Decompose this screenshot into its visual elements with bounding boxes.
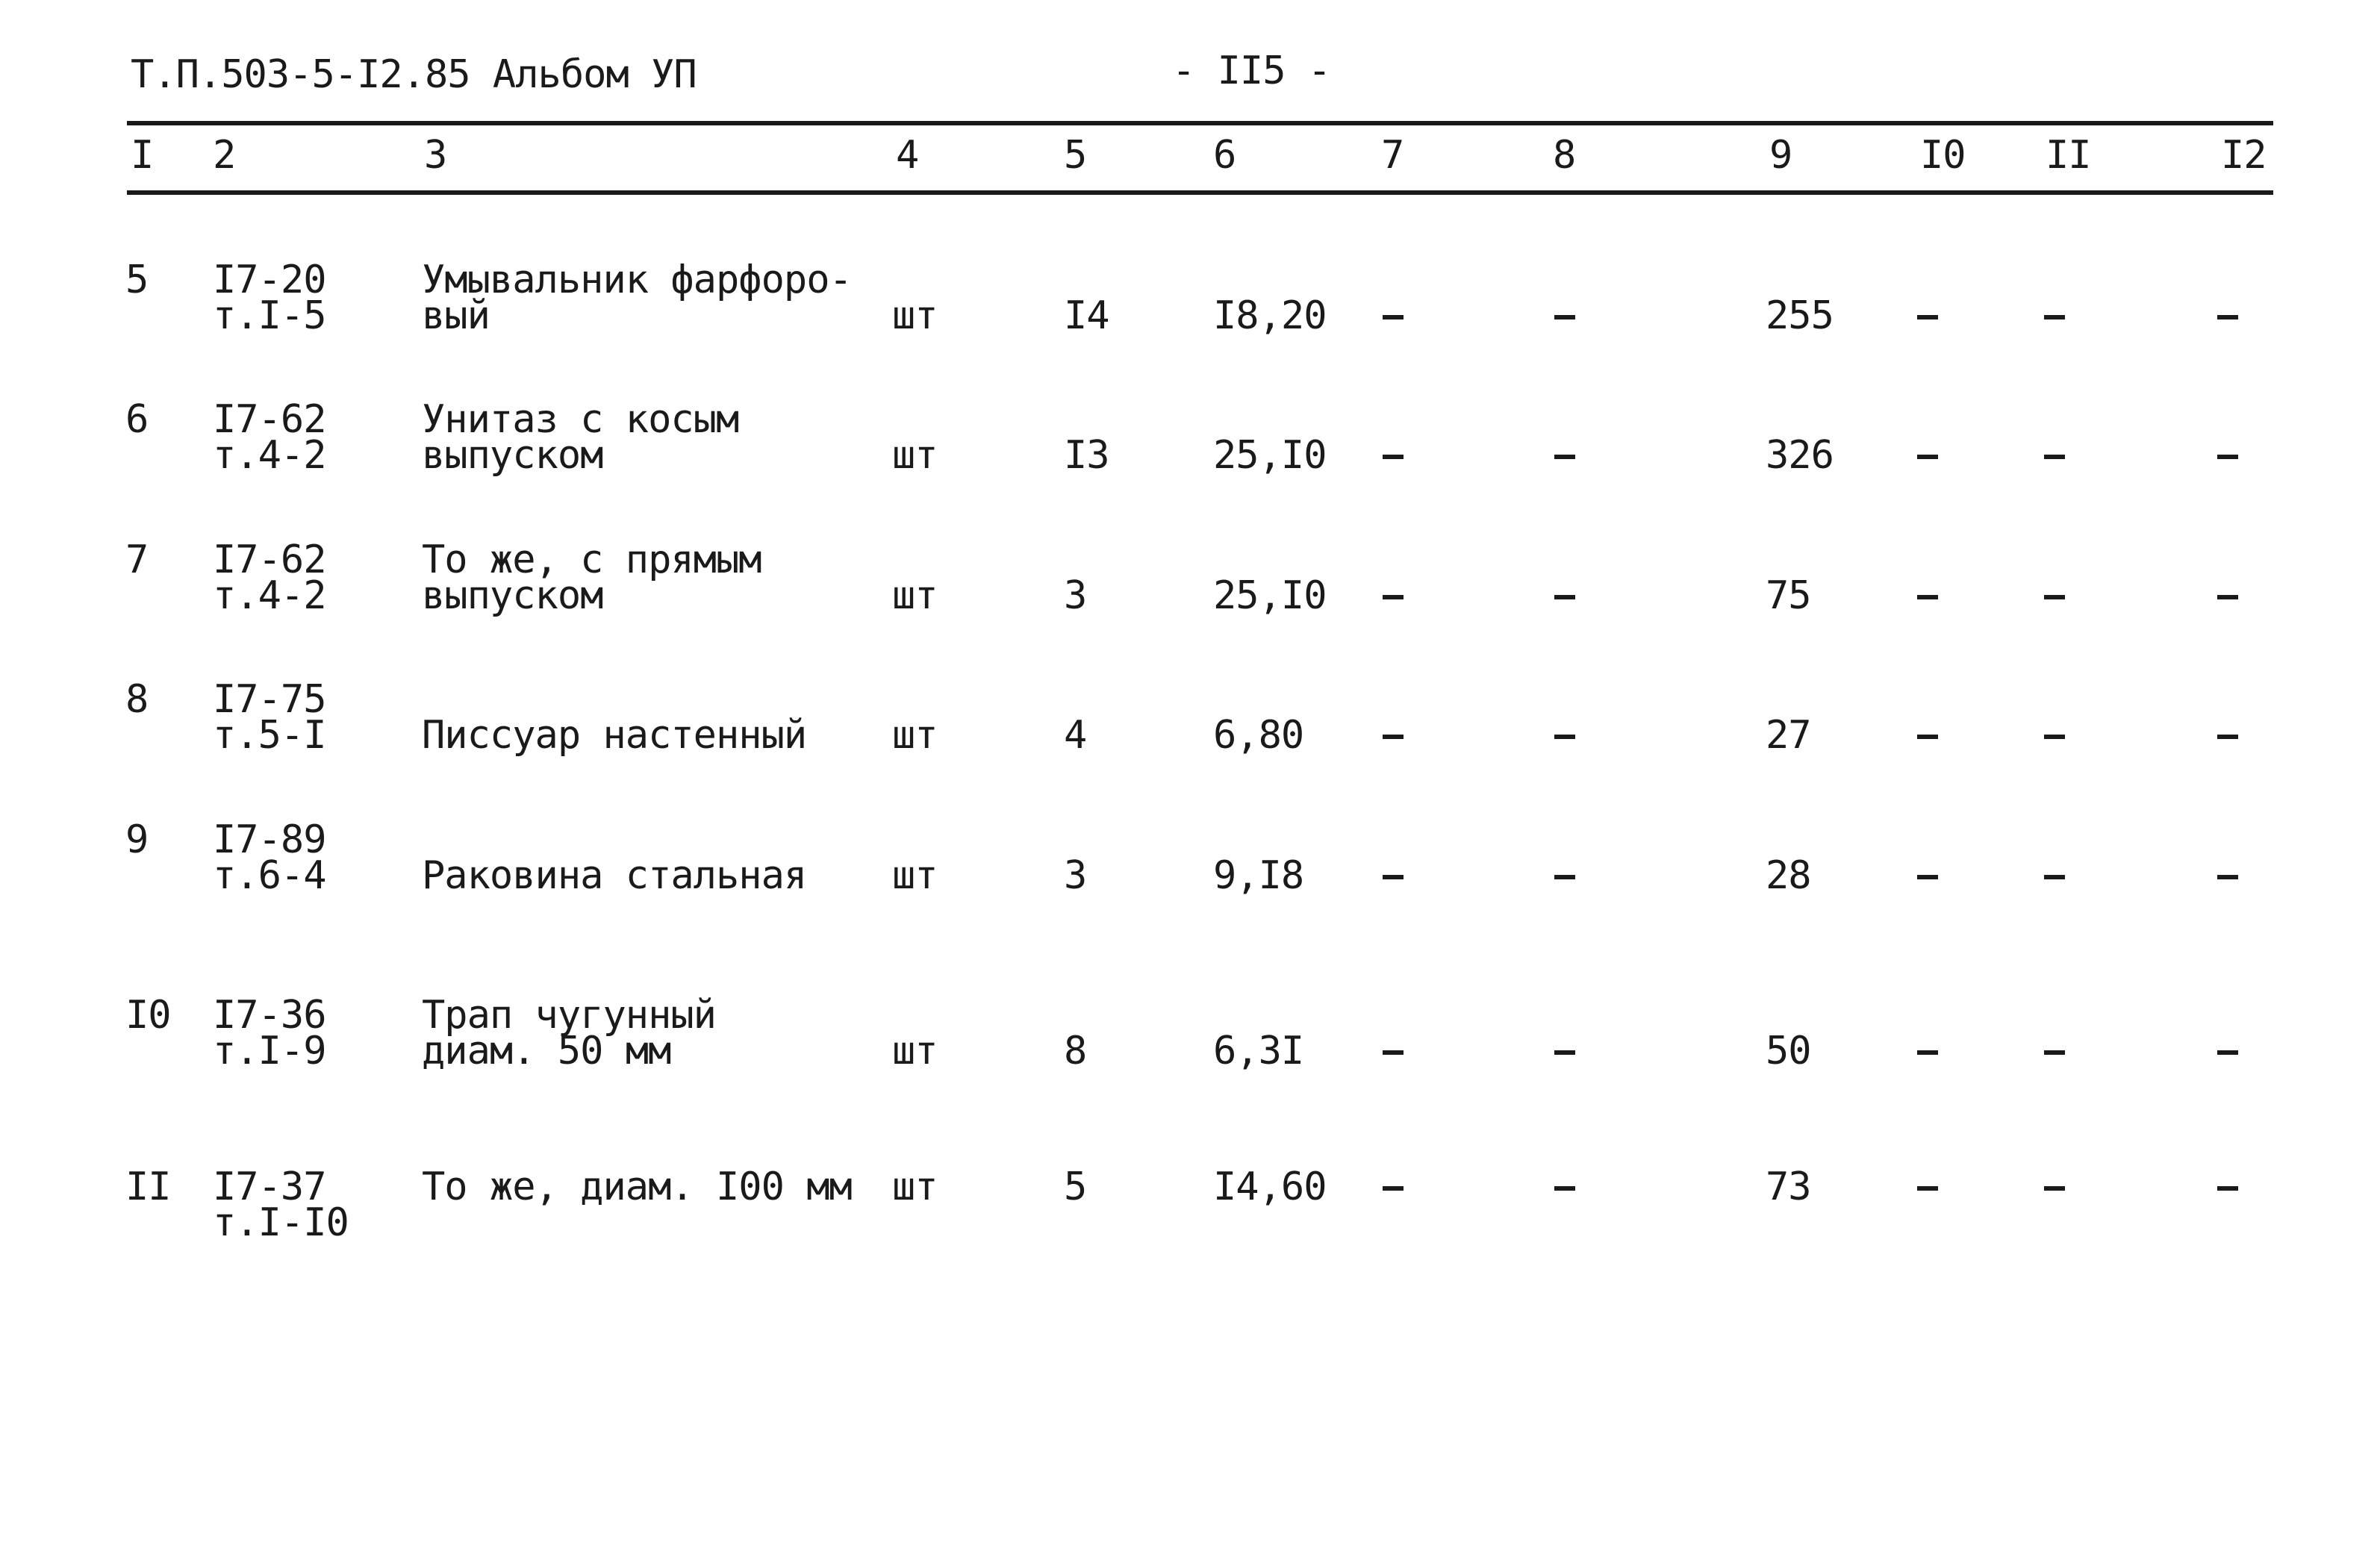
item-name-line-2: выпуском bbox=[422, 433, 603, 478]
column-header-11: II bbox=[2046, 133, 2091, 178]
row-number: II bbox=[125, 1165, 171, 1209]
row-number: 5 bbox=[125, 258, 149, 302]
norm-table-ref: т.4-2 bbox=[213, 573, 326, 618]
norm-table-ref: т.I-9 bbox=[213, 1029, 326, 1073]
item-name-line-1: Унитаз с косым bbox=[422, 397, 739, 442]
dash-c7 bbox=[1383, 735, 1404, 739]
dash-c12 bbox=[2217, 315, 2238, 319]
unit-price: I4,60 bbox=[1213, 1165, 1327, 1209]
column-header-5: 5 bbox=[1064, 133, 1087, 178]
dash-c10 bbox=[1917, 1186, 1938, 1191]
dash-c8 bbox=[1554, 315, 1575, 319]
document-reference: Т.П.503-5-I2.85 Альбом УП bbox=[131, 52, 697, 97]
dash-c10 bbox=[1917, 875, 1938, 879]
unit-price: 9,I8 bbox=[1213, 853, 1304, 898]
column-header-3: 3 bbox=[424, 133, 447, 178]
column-9-value: 255 bbox=[1766, 293, 1834, 338]
dash-c11 bbox=[2044, 455, 2065, 459]
dash-c8 bbox=[1554, 1050, 1575, 1055]
dash-c12 bbox=[2217, 1186, 2238, 1191]
column-9-value: 50 bbox=[1766, 1029, 1811, 1073]
dash-c10 bbox=[1917, 1050, 1938, 1055]
dash-c12 bbox=[2217, 735, 2238, 739]
column-header-2: 2 bbox=[213, 133, 236, 178]
column-header-10: I0 bbox=[1920, 133, 1966, 178]
dash-c11 bbox=[2044, 1186, 2065, 1191]
dash-c8 bbox=[1554, 735, 1575, 739]
dash-c10 bbox=[1917, 455, 1938, 459]
dash-c12 bbox=[2217, 875, 2238, 879]
column-9-value: 73 bbox=[1766, 1165, 1811, 1209]
unit-of-measure: шт bbox=[892, 573, 938, 618]
unit-price: 25,I0 bbox=[1213, 573, 1327, 618]
dash-c8 bbox=[1554, 595, 1575, 599]
row-number: 9 bbox=[125, 817, 149, 862]
unit-price: I8,20 bbox=[1213, 293, 1327, 338]
dash-c12 bbox=[2217, 1050, 2238, 1055]
dash-c7 bbox=[1383, 455, 1404, 459]
item-name-line-1: Трап чугунный bbox=[422, 993, 716, 1038]
column-header-8: 8 bbox=[1553, 133, 1576, 178]
column-header-6: 6 bbox=[1213, 133, 1236, 178]
row-number: 7 bbox=[125, 537, 149, 582]
norm-table-ref: т.6-4 bbox=[213, 853, 326, 898]
norm-table-ref: т.5-I bbox=[213, 713, 326, 758]
norm-code: I7-36 bbox=[213, 993, 326, 1038]
unit-price: 25,I0 bbox=[1213, 433, 1327, 478]
column-9-value: 27 bbox=[1766, 713, 1811, 758]
dash-c7 bbox=[1383, 1050, 1404, 1055]
header-rule-top bbox=[127, 121, 2273, 125]
dash-c12 bbox=[2217, 455, 2238, 459]
column-header-12: I2 bbox=[2221, 133, 2267, 178]
dash-c10 bbox=[1917, 595, 1938, 599]
column-9-value: 326 bbox=[1766, 433, 1834, 478]
quantity: 3 bbox=[1064, 853, 1087, 898]
row-number: 8 bbox=[125, 677, 149, 722]
dash-c11 bbox=[2044, 595, 2065, 599]
unit-of-measure: шт bbox=[892, 853, 938, 898]
norm-code: I7-20 bbox=[213, 258, 326, 302]
column-9-value: 28 bbox=[1766, 853, 1811, 898]
norm-code: I7-89 bbox=[213, 817, 326, 862]
dash-c7 bbox=[1383, 1186, 1404, 1191]
unit-price: 6,3I bbox=[1213, 1029, 1304, 1073]
unit-of-measure: шт bbox=[892, 293, 938, 338]
column-header-7: 7 bbox=[1381, 133, 1404, 178]
dash-c10 bbox=[1917, 315, 1938, 319]
dash-c11 bbox=[2044, 875, 2065, 879]
column-header-4: 4 bbox=[896, 133, 919, 178]
dash-c12 bbox=[2217, 595, 2238, 599]
norm-code: I7-62 bbox=[213, 397, 326, 442]
dash-c8 bbox=[1554, 1186, 1575, 1191]
norm-table-ref: т.4-2 bbox=[213, 433, 326, 478]
dash-c10 bbox=[1917, 735, 1938, 739]
item-name-line-2: выпуском bbox=[422, 573, 603, 618]
column-header-9: 9 bbox=[1769, 133, 1792, 178]
unit-of-measure: шт bbox=[892, 1165, 938, 1209]
item-name-line-2: Писсуар настенный bbox=[422, 713, 807, 758]
item-name-line-1: То же, диам. I00 мм bbox=[422, 1165, 852, 1209]
dash-c8 bbox=[1554, 455, 1575, 459]
dash-c11 bbox=[2044, 735, 2065, 739]
item-name-line-2: Раковина стальная bbox=[422, 853, 807, 898]
quantity: 8 bbox=[1064, 1029, 1087, 1073]
unit-of-measure: шт bbox=[892, 433, 938, 478]
item-name-line-1: Умывальник фарфоро- bbox=[422, 258, 852, 302]
column-9-value: 75 bbox=[1766, 573, 1811, 618]
item-name-line-2: вый bbox=[422, 293, 490, 338]
row-number: 6 bbox=[125, 397, 149, 442]
quantity: 5 bbox=[1064, 1165, 1087, 1209]
row-number: I0 bbox=[125, 993, 171, 1038]
quantity: I4 bbox=[1064, 293, 1109, 338]
norm-code: I7-75 bbox=[213, 677, 326, 722]
dash-c7 bbox=[1383, 315, 1404, 319]
page-number: - II5 - bbox=[1172, 49, 1331, 93]
quantity: 4 bbox=[1064, 713, 1087, 758]
norm-code: I7-62 bbox=[213, 537, 326, 582]
dash-c11 bbox=[2044, 315, 2065, 319]
norm-code: I7-37 bbox=[213, 1165, 326, 1209]
unit-price: 6,80 bbox=[1213, 713, 1304, 758]
unit-of-measure: шт bbox=[892, 713, 938, 758]
norm-table-ref: т.I-5 bbox=[213, 293, 326, 338]
norm-table-ref: т.I-I0 bbox=[213, 1200, 349, 1245]
dash-c8 bbox=[1554, 875, 1575, 879]
header-rule-bottom bbox=[127, 190, 2273, 195]
column-header-1: I bbox=[131, 133, 154, 178]
dash-c7 bbox=[1383, 875, 1404, 879]
item-name-line-2: диам. 50 мм bbox=[422, 1029, 671, 1073]
quantity: 3 bbox=[1064, 573, 1087, 618]
quantity: I3 bbox=[1064, 433, 1109, 478]
unit-of-measure: шт bbox=[892, 1029, 938, 1073]
dash-c7 bbox=[1383, 595, 1404, 599]
item-name-line-1: То же, с прямым bbox=[422, 537, 761, 582]
dash-c11 bbox=[2044, 1050, 2065, 1055]
